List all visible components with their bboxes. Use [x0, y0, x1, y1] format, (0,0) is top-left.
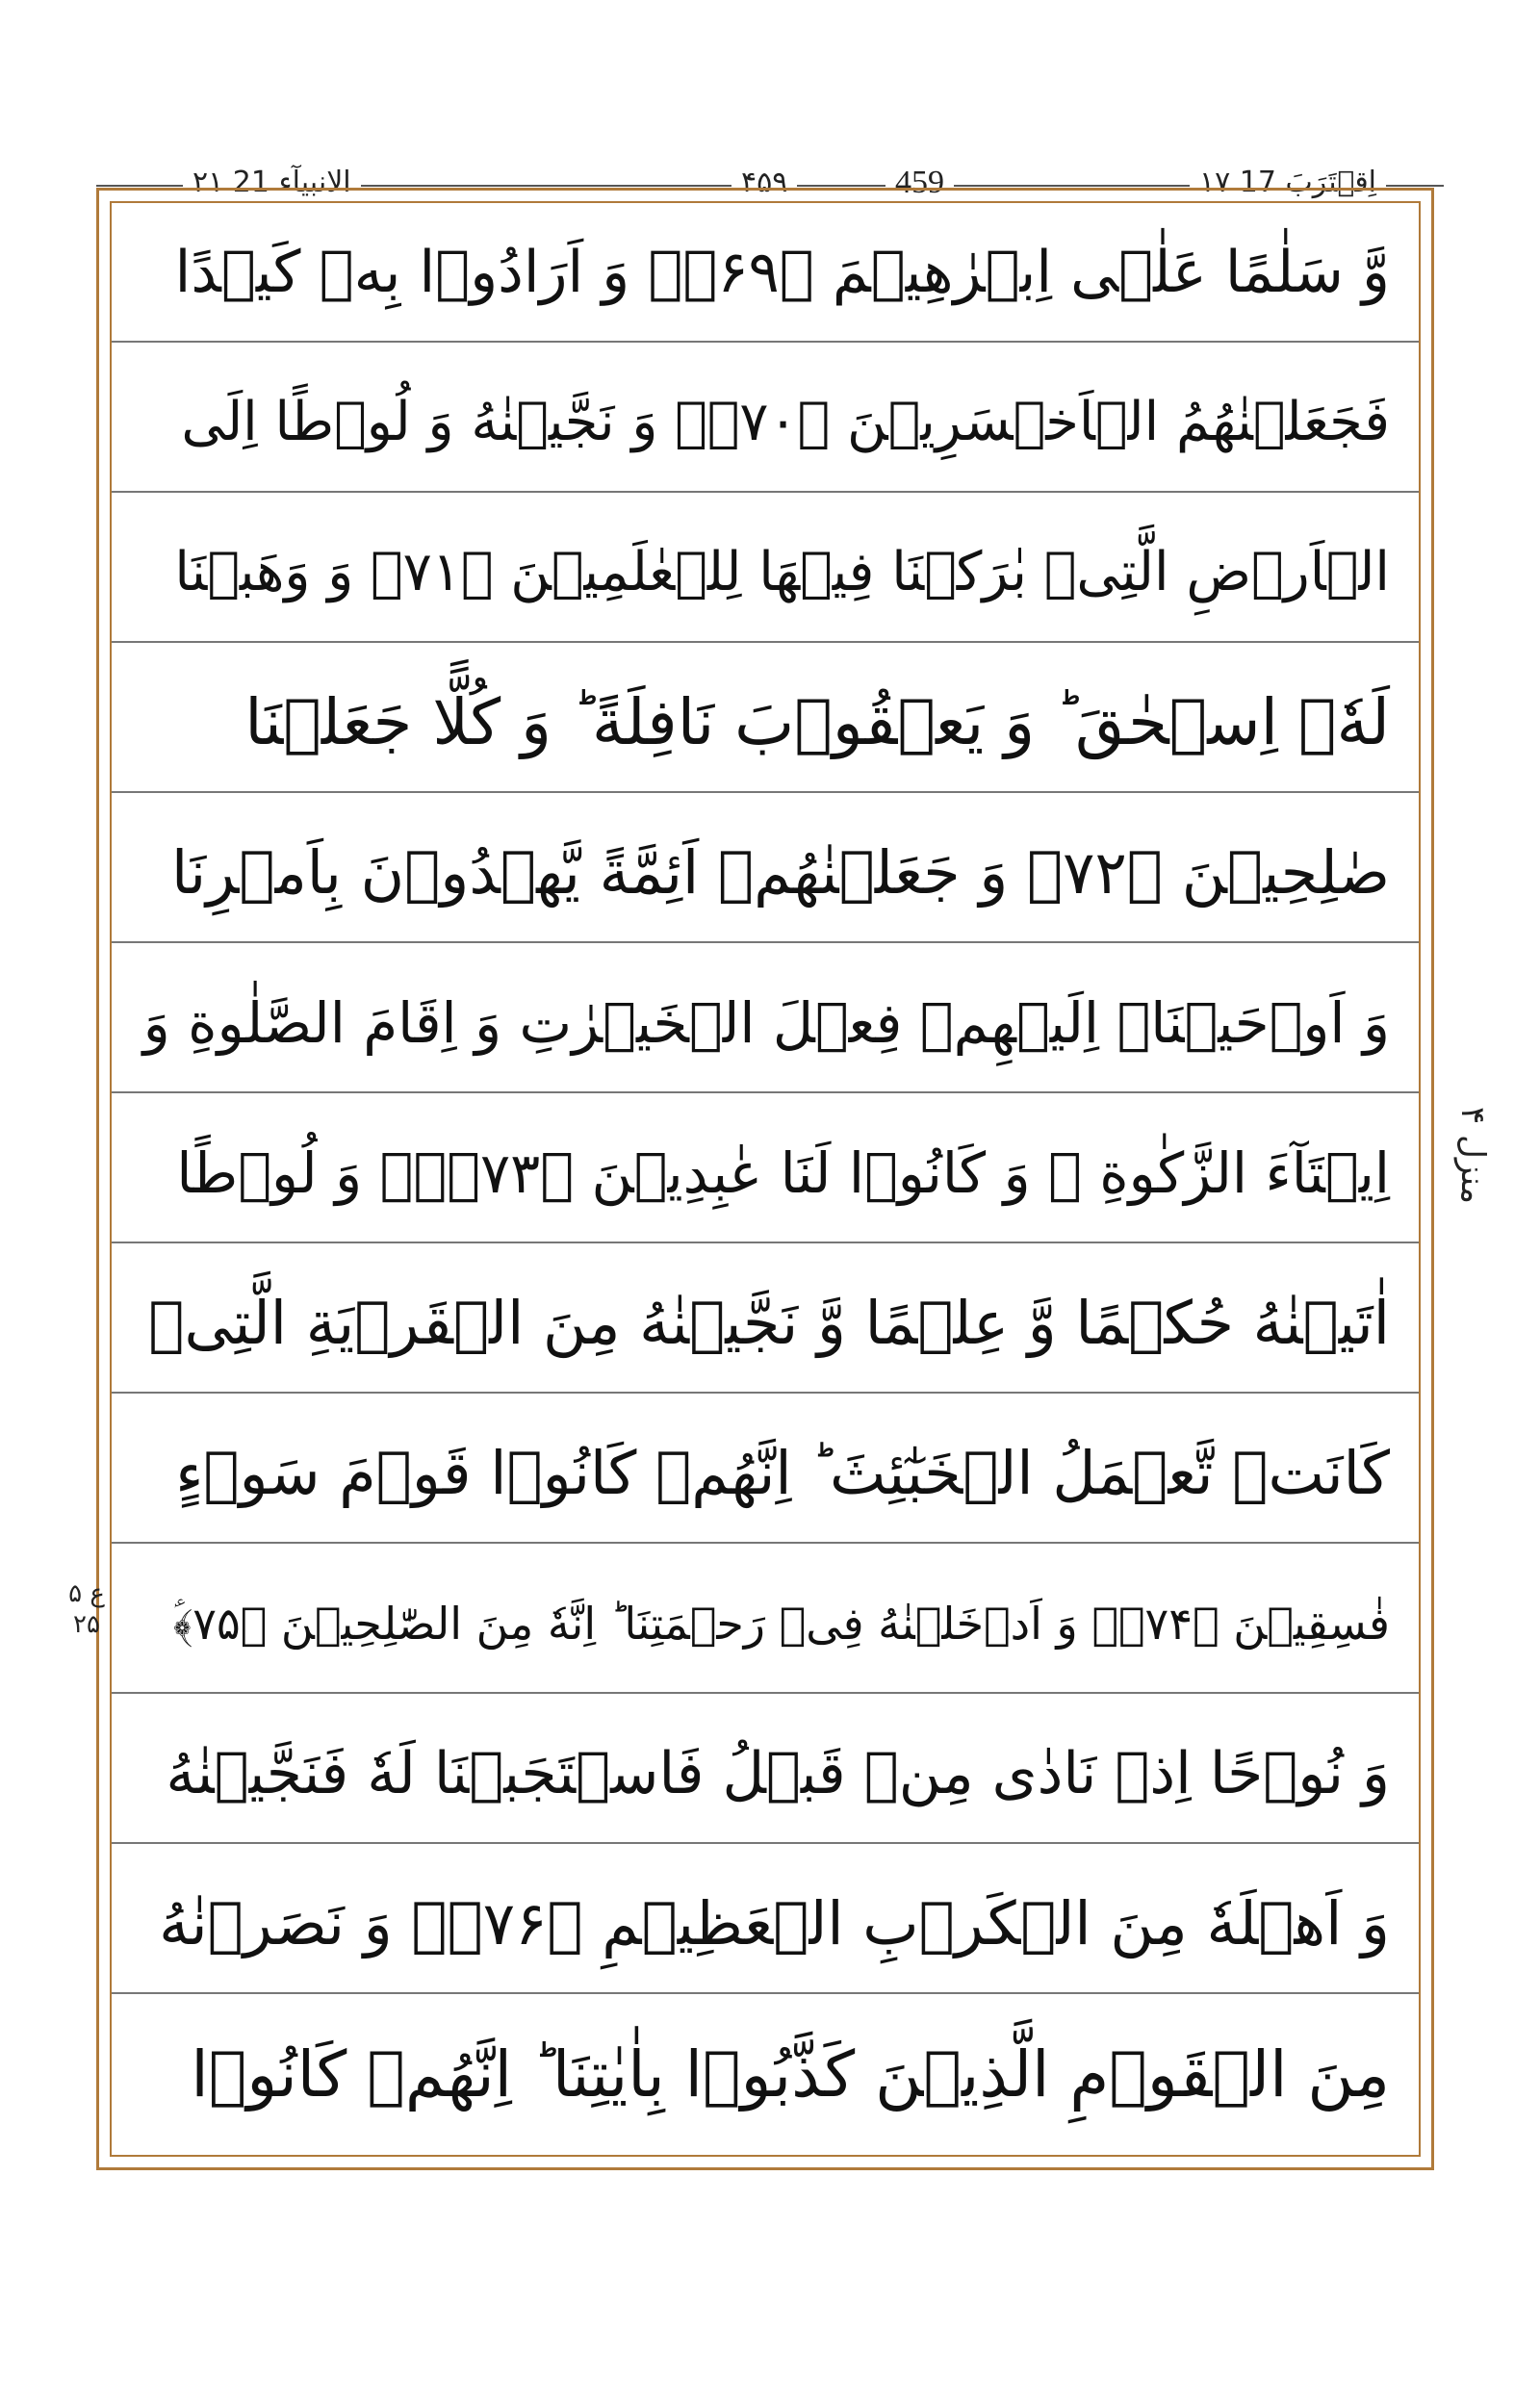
line-text: وَ نُوۡحًا اِذۡ نَادٰی مِنۡ قَبۡلُ فَاسۡتَجَبۡنَا لَهٗ فَنَجَّیۡنٰهُ: [166, 1739, 1390, 1807]
manzil-marker: منزل ۴: [1453, 1107, 1492, 1205]
line-text: الۡاَرۡضِ الَّتِیۡ بٰرَكۡنَا فِیۡهَا لِلۡعٰلَمِیۡنَ ﴿۷۱﴾ وَ وَهَبۡنَا: [174, 540, 1390, 603]
line-text: كَانَتۡ تَّعۡمَلُ الۡخَبٰٓئِثَ ؕ اِنَّهُمۡ كَانُوۡا قَوۡمَ سَوۡءٍ: [175, 1437, 1390, 1508]
page-number: 459: [886, 166, 954, 200]
text-line: [112, 1104, 1419, 1243]
text-line: [112, 653, 1419, 793]
line-text: وَ اَهۡلَهٗ مِنَ الۡكَرۡبِ الۡعَظِیۡمِ ﴿۷۶﴾ۚ وَ نَصَرۡنٰهُ: [159, 1887, 1390, 1959]
line-text: مِنَ الۡقَوۡمِ الَّذِیۡنَ كَذَّبُوۡا بِاٰیٰتِنَا ؕ اِنَّهُمۡ كَانُوۡا: [191, 2036, 1390, 2112]
text-line: [112, 503, 1419, 643]
text-line: [112, 1855, 1419, 1994]
text-line: [112, 1554, 1419, 1694]
line-text: وَ اَوۡحَیۡنَاۤ اِلَیۡهِمۡ فِعۡلَ الۡخَیۡرٰتِ وَ اِقَامَ الصَّلٰوةِ وَ: [142, 989, 1390, 1056]
line-text: صٰلِحِیۡنَ ﴿۷۲﴾ وَ جَعَلۡنٰهُمۡ اَئِمَّةً یَّهۡدُوۡنَ بِاَمۡرِنَا: [171, 836, 1390, 908]
line-text: وَّ سَلٰمًا عَلٰۤی اِبۡرٰهِیۡمَ ﴿۶۹﴾ۙ وَ اَرَادُوۡا بِهٖ كَیۡدًا: [174, 238, 1390, 306]
line-text: فٰسِقِیۡنَ ﴿۷۴﴾ۙ وَ اَدۡخَلۡنٰهُ فِیۡ رَحۡمَتِنَا ؕ اِنَّهٗ مِنَ الصّٰلِحِیۡنَ ﴿۷۵﴾ؑ: [172, 1597, 1390, 1650]
line-text: لَهٗۤ اِسۡحٰقَ ؕ وَ یَعۡقُوۡبَ نَافِلَةً ؕ وَ كُلًّا جَعَلۡنَا: [244, 684, 1390, 759]
text-line: [112, 1704, 1419, 1844]
page-number-arabic: ۴۵۹: [732, 166, 797, 200]
text-line: [112, 1254, 1419, 1394]
text-line: [112, 353, 1419, 493]
line-text: اِیۡتَآءَ الزَّكٰوةِ ۚ وَ كَانُوۡا لَنَا عٰبِدِیۡنَ ﴿۷۳﴾ۙۚ وَ لُوۡطًا: [176, 1139, 1390, 1206]
line-text: فَجَعَلۡنٰهُمُ الۡاَخۡسَرِیۡنَ ﴿۷۰﴾ۚ وَ نَجَّیۡنٰهُ وَ لُوۡطًا اِلَی: [181, 390, 1390, 453]
surah-name: ۲۱ الانبیآء 21: [183, 166, 361, 200]
text-line: [112, 2005, 1419, 2144]
text-line: [112, 804, 1419, 943]
text-line: [112, 1404, 1419, 1544]
ruku-marker: ع ۵ ۲۵: [68, 1579, 105, 1639]
line-text: اٰتَیۡنٰهُ حُكۡمًا وَّ عِلۡمًا وَّ نَجَّیۡنٰهُ مِنَ الۡقَرۡیَةِ الَّتِیۡ: [148, 1287, 1390, 1358]
text-lines: [112, 203, 1419, 2155]
para-name: ۱۷ اِقۡتَرَبَ 17: [1190, 166, 1386, 200]
text-line: [112, 203, 1419, 343]
text-line: [112, 954, 1419, 1093]
